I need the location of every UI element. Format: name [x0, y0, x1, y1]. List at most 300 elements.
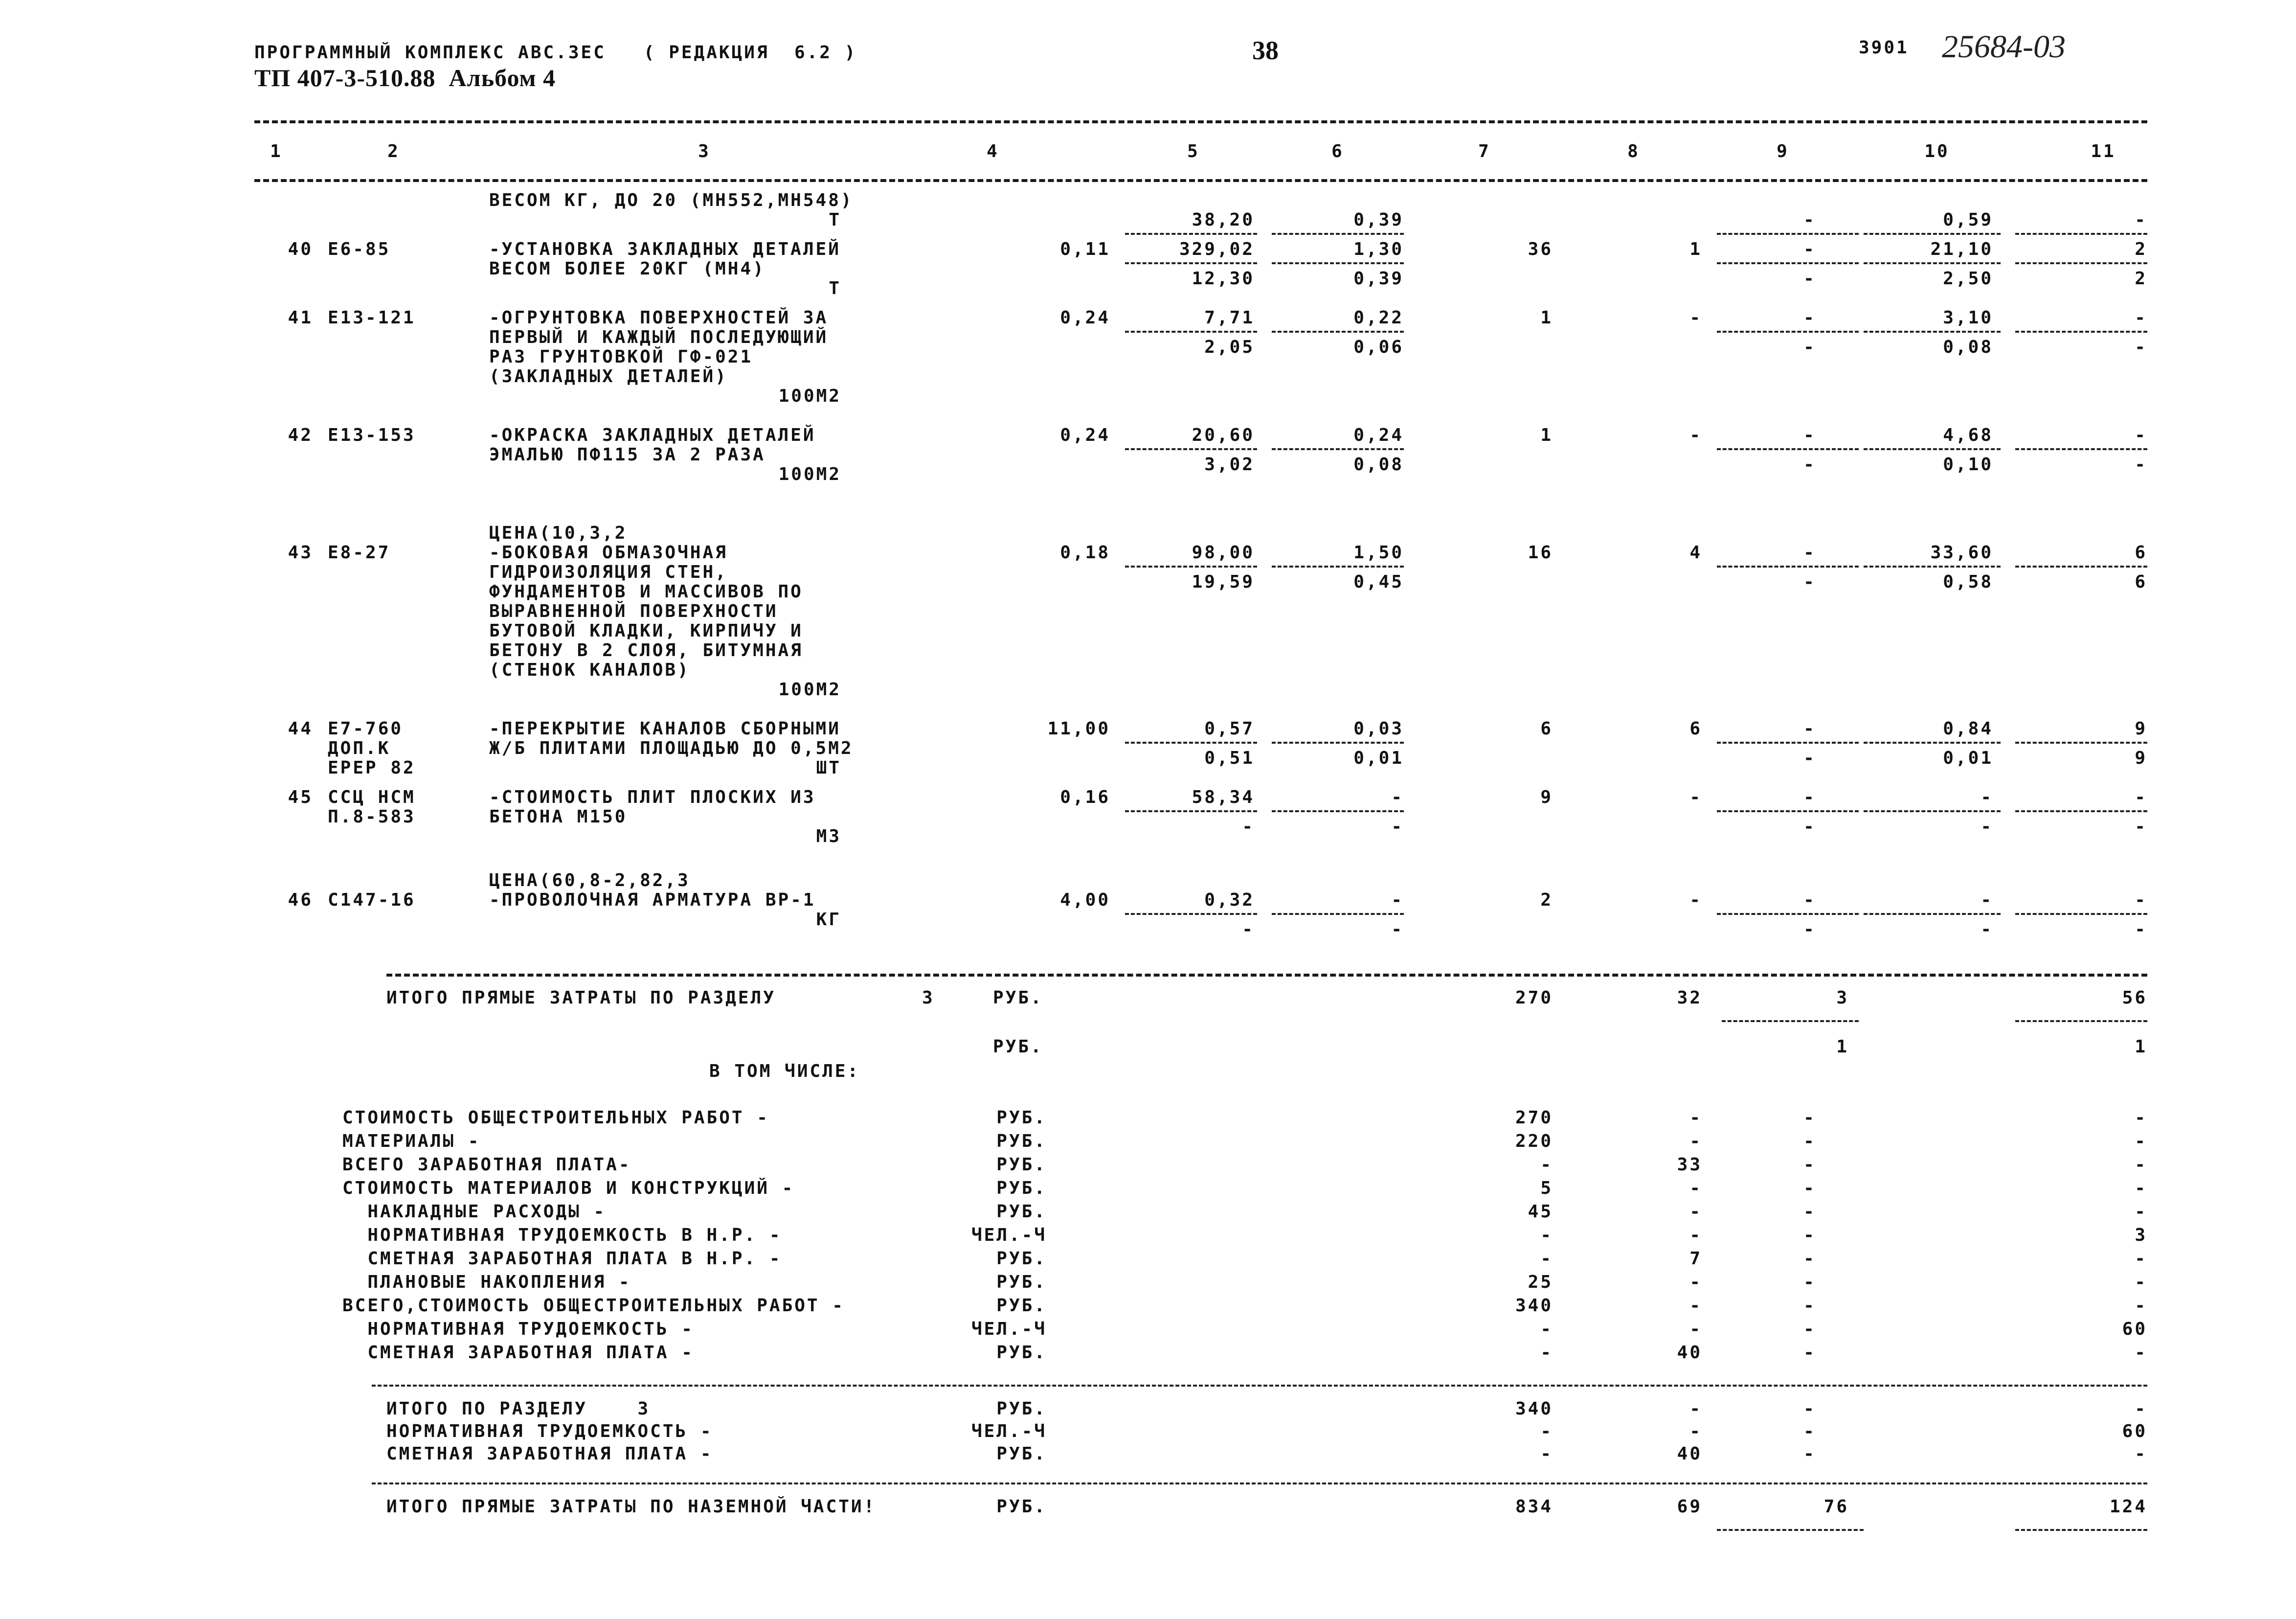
row-sub-rule [1125, 810, 1257, 812]
grand-total-col9: 76 [1823, 1497, 1849, 1517]
row-sub-rule [1717, 913, 1859, 915]
row-col8: 4 [1689, 543, 1702, 563]
breakdown-label: СМЕТНАЯ ЗАРАБОТНАЯ ПЛАТА - [342, 1343, 694, 1363]
row-desc-line: ПЕРВЫЙ И КАЖДЫЙ ПОСЛЕДУЮЩИЙ [489, 327, 829, 347]
row-desc-line: -ОГРУНТОВКА ПОВЕРХНОСТЕЙ ЗА [489, 308, 829, 328]
page-number: 38 [1252, 36, 1279, 65]
row-sub-rule [2015, 448, 2147, 450]
row-desc-line: ФУНДАМЕНТОВ И МАССИВОВ ПО [489, 582, 803, 602]
row-col9-sub: - [1803, 748, 1816, 768]
breakdown-col9: - [1803, 1296, 1816, 1316]
row-quantity: 11,00 [1047, 719, 1110, 739]
grand-total-sub-rule [1717, 1529, 1864, 1531]
row-sub-rule [1272, 742, 1404, 744]
row-col9-sub: - [1803, 572, 1816, 592]
row-unit: Т [829, 210, 841, 230]
row-sub-rule [1717, 810, 1859, 812]
row-desc-line: -БОКОВАЯ ОБМАЗОЧНАЯ [489, 543, 728, 563]
column-header-5: 5 [1187, 141, 1200, 161]
section-total-col11-sub: 1 [2135, 1037, 2147, 1057]
breakdown-unit: РУБ. [996, 1272, 1047, 1292]
breakdown-unit: РУБ. [996, 1343, 1047, 1363]
breakdown-label: МАТЕРИАЛЫ - [342, 1131, 481, 1151]
breakdown-col7: 5 [1540, 1178, 1553, 1198]
row-col6-sub: - [1391, 817, 1404, 837]
row-col10: 4,68 [1943, 425, 1993, 445]
grand-total-col11: 124 [2109, 1497, 2147, 1517]
row-col9-sub: - [1803, 269, 1816, 289]
row-code: Е8-27 [328, 543, 391, 563]
row-number: 41 [288, 308, 313, 328]
row-desc-line: -ПЕРЕКРЫТИЕ КАНАЛОВ СБОРНЫМИ [489, 719, 841, 739]
row-col11-sub: 6 [2135, 572, 2147, 592]
in-that-number: В ТОМ ЧИСЛЕ: [709, 1061, 860, 1081]
program-title: ПРОГРАММНЫЙ КОМПЛЕКС АВС.3ЕС ( РЕДАКЦИЯ 6.2 ) [254, 43, 857, 63]
section-total-section: 3 [922, 988, 935, 1008]
column-header-6: 6 [1331, 141, 1344, 161]
row-unit: ШТ [816, 758, 841, 778]
row-col6-sub: - [1391, 919, 1404, 939]
row-desc-line: БЕТОНА М150 [489, 807, 628, 827]
row-sub-rule [1717, 742, 1859, 744]
row-sub-rule [1272, 810, 1404, 812]
row-col10: 33,60 [1930, 543, 1993, 563]
row-sub-rule [1864, 331, 2001, 333]
row-col11: 6 [2135, 543, 2147, 563]
row-col8: - [1689, 890, 1702, 910]
row-col5-sub: 0,51 [1204, 748, 1255, 768]
row-quantity: 0,24 [1060, 308, 1110, 328]
breakdown-label: НАКЛАДНЫЕ РАСХОДЫ - [342, 1202, 607, 1222]
row-number: 46 [288, 890, 313, 910]
row-desc-line: -ПРОВОЛОЧНАЯ АРМАТУРА ВР-1 [489, 890, 816, 910]
breakdown-col7: - [1540, 1155, 1553, 1175]
row-sub-rule [1864, 448, 2001, 450]
summary-label: НОРМАТИВНАЯ ТРУДОЕМКОСТЬ - [386, 1421, 713, 1441]
row-col7: 36 [1528, 239, 1553, 259]
row-col5: 0,57 [1204, 719, 1255, 739]
grand-total-col8: 69 [1677, 1497, 1702, 1517]
row-col7: 1 [1540, 308, 1553, 328]
row-quantity: 0,16 [1060, 787, 1110, 807]
row-col10-sub: - [1981, 919, 1993, 939]
breakdown-col7: 45 [1528, 1202, 1553, 1222]
summary-rule [372, 1385, 2147, 1387]
breakdown-unit: ЧЕЛ.-Ч [971, 1225, 1047, 1245]
breakdown-unit: РУБ. [996, 1202, 1047, 1222]
row-col6-sub: 0,39 [1353, 269, 1404, 289]
breakdown-col8: - [1689, 1272, 1702, 1292]
section-total-col9: 3 [1836, 988, 1849, 1008]
row-col6-sub: 0,08 [1353, 455, 1404, 475]
summary-unit: РУБ. [996, 1444, 1047, 1464]
row-col11-sub: - [2135, 817, 2147, 837]
summary-col9: - [1803, 1444, 1816, 1464]
row-sub-rule [1125, 262, 1257, 264]
row-quantity: 0,24 [1060, 425, 1110, 445]
row-code: Е7-760 [328, 719, 404, 739]
row-sub-rule [1125, 742, 1257, 744]
row-col11: 2 [2135, 239, 2147, 259]
summary-col11: - [2135, 1444, 2147, 1464]
row-desc-line: РАЗ ГРУНТОВКОЙ ГФ-021 [489, 347, 753, 367]
doc-code: 25684-03 [1942, 29, 2066, 65]
summary-unit: ЧЕЛ.-Ч [971, 1421, 1047, 1441]
row-sub-rule [1717, 262, 1859, 264]
breakdown-col11: 60 [2122, 1319, 2147, 1339]
row-col8: 1 [1689, 239, 1702, 259]
row-col5: 7,71 [1204, 308, 1255, 328]
column-header-4: 4 [987, 141, 999, 161]
row-desc-line: -ОКРАСКА ЗАКЛАДНЫХ ДЕТАЛЕЙ [489, 425, 816, 445]
row-col5-sub: 19,59 [1192, 572, 1255, 592]
breakdown-col8: - [1689, 1202, 1702, 1222]
breakdown-col11: - [2135, 1272, 2147, 1292]
breakdown-col7: 25 [1528, 1272, 1553, 1292]
breakdown-col8: - [1689, 1296, 1702, 1316]
row-col9: - [1803, 239, 1816, 259]
total-sub-rule [1722, 1020, 1859, 1022]
row-sub-rule [1272, 913, 1404, 915]
row-col10: - [1981, 787, 1993, 807]
breakdown-col7: 340 [1515, 1296, 1553, 1316]
row-sub-rule [2015, 331, 2147, 333]
breakdown-col7: - [1540, 1343, 1553, 1363]
row-unit: 100М2 [778, 386, 841, 406]
row-sub-rule [1125, 448, 1257, 450]
summary-col11: - [2135, 1399, 2147, 1419]
doc-prefix: 3901 [1859, 38, 1909, 58]
breakdown-col9: - [1803, 1155, 1816, 1175]
row-code-line3: ЕРЕР 82 [328, 758, 416, 778]
breakdown-col7: - [1540, 1319, 1553, 1339]
row-col8: 6 [1689, 719, 1702, 739]
row-sub-rule [1272, 448, 1404, 450]
row-col7: 16 [1528, 543, 1553, 563]
row-sub-rule [2015, 810, 2147, 812]
breakdown-unit: РУБ. [996, 1178, 1047, 1198]
row-col7: 9 [1540, 787, 1553, 807]
breakdown-col9: - [1803, 1178, 1816, 1198]
row-desc-line: (ЗАКЛАДНЫХ ДЕТАЛЕЙ) [489, 366, 728, 387]
breakdown-unit: РУБ. [996, 1155, 1047, 1175]
row-col11: - [2135, 308, 2147, 328]
album-title: ТП 407-3-510.88 Альбом 4 [254, 64, 556, 91]
row-col11-sub: - [2135, 455, 2147, 475]
row-col6: 0,39 [1353, 210, 1404, 230]
row-unit: 100М2 [778, 680, 841, 700]
summary-col8: - [1689, 1421, 1702, 1441]
row-col5: 98,00 [1192, 543, 1255, 563]
row-desc-line: ЦЕНА(60,8-2,82,3 [489, 870, 690, 890]
summary-unit: РУБ. [996, 1399, 1047, 1419]
breakdown-label: НОРМАТИВНАЯ ТРУДОЕМКОСТЬ - [342, 1319, 694, 1339]
summary-col7: - [1540, 1421, 1553, 1441]
row-col6: - [1391, 787, 1404, 807]
column-header-7: 7 [1478, 141, 1491, 161]
row-col10: 0,59 [1943, 210, 1993, 230]
row-quantity: 4,00 [1060, 890, 1110, 910]
row-col10: - [1981, 890, 1993, 910]
column-header-8: 8 [1627, 141, 1640, 161]
column-header-2: 2 [387, 141, 400, 161]
row-col6: 1,30 [1353, 239, 1404, 259]
row-col5-sub: - [1242, 817, 1255, 837]
row-desc-line: ГИДРОИЗОЛЯЦИЯ СТЕН, [489, 562, 728, 582]
summary-label: СМЕТНАЯ ЗАРАБОТНАЯ ПЛАТА - [386, 1444, 713, 1464]
row-desc-line: -СТОИМОСТЬ ПЛИТ ПЛОСКИХ ИЗ [489, 787, 816, 807]
column-header-11: 11 [2091, 141, 2116, 161]
row-col8: - [1689, 425, 1702, 445]
total-sub-rule [2015, 1020, 2147, 1022]
breakdown-col11: - [2135, 1108, 2147, 1128]
breakdown-col7: - [1540, 1249, 1553, 1269]
row-sub-rule [1717, 448, 1859, 450]
row-sub-rule [1717, 233, 1859, 235]
row-sub-rule [1864, 262, 2001, 264]
row-sub-rule [1272, 262, 1404, 264]
row-col7: 1 [1540, 425, 1553, 445]
row-col9-sub: - [1803, 817, 1816, 837]
row-col11-sub: - [2135, 337, 2147, 357]
row-col10-sub: 2,50 [1943, 269, 1993, 289]
row-col9-sub: - [1803, 919, 1816, 939]
row-sub-rule [2015, 233, 2147, 235]
breakdown-col11: - [2135, 1296, 2147, 1316]
section-total-unit: РУБ. [993, 988, 1043, 1008]
section-total-unit-2: РУБ. [993, 1037, 1043, 1057]
row-unit: КГ [816, 910, 841, 930]
table-header-rule [254, 179, 2147, 182]
row-col5: 58,34 [1192, 787, 1255, 807]
row-col5-sub: - [1242, 919, 1255, 939]
row-quantity: 0,11 [1060, 239, 1110, 259]
row-col10-sub: 0,58 [1943, 572, 1993, 592]
section-total-label: ИТОГО ПРЯМЫЕ ЗАТРАТЫ ПО РАЗДЕЛУ [386, 988, 776, 1008]
breakdown-col11: - [2135, 1155, 2147, 1175]
row-col9-sub: - [1803, 455, 1816, 475]
row-unit: М3 [816, 826, 841, 846]
column-header-1: 1 [270, 141, 283, 161]
row-col6: 1,50 [1353, 543, 1404, 563]
grand-total-unit: РУБ. [996, 1497, 1047, 1517]
section-total-col7: 270 [1515, 988, 1553, 1008]
breakdown-col11: - [2135, 1343, 2147, 1363]
breakdown-unit: РУБ. [996, 1296, 1047, 1316]
section-total-rule [386, 974, 2147, 977]
summary-col7: - [1540, 1444, 1553, 1464]
row-col11: - [2135, 425, 2147, 445]
row-code: ССЦ НСМ [328, 787, 416, 807]
breakdown-col9: - [1803, 1108, 1816, 1128]
row-col11: 9 [2135, 719, 2147, 739]
breakdown-col9: - [1803, 1202, 1816, 1222]
row-sub-rule [2015, 262, 2147, 264]
summary-col11: 60 [2122, 1421, 2147, 1441]
row-sub-rule [1864, 742, 2001, 744]
row-sub-rule [1272, 233, 1404, 235]
section-total-col8: 32 [1677, 988, 1702, 1008]
row-col5: 329,02 [1179, 239, 1255, 259]
row-sub-rule [1125, 233, 1257, 235]
section-total-col11: 56 [2122, 988, 2147, 1008]
row-col5: 20,60 [1192, 425, 1255, 445]
breakdown-col11: - [2135, 1249, 2147, 1269]
section-total-col9-sub: 1 [1836, 1037, 1849, 1057]
row-sub-rule [1125, 913, 1257, 915]
row-code: С147-16 [328, 890, 416, 910]
row-col6: - [1391, 890, 1404, 910]
column-header-10: 10 [1924, 141, 1950, 161]
grand-total-sub-rule [2015, 1529, 2147, 1531]
row-number: 43 [288, 543, 313, 563]
row-col5: 0,32 [1204, 890, 1255, 910]
breakdown-col11: - [2135, 1178, 2147, 1198]
summary-col8: 40 [1677, 1444, 1702, 1464]
row-code: Е13-153 [328, 425, 416, 445]
breakdown-col8: - [1689, 1178, 1702, 1198]
row-desc-line: Ж/Б ПЛИТАМИ ПЛОЩАДЬЮ ДО 0,5М2 [489, 738, 854, 758]
breakdown-unit: ЧЕЛ.-Ч [971, 1319, 1047, 1339]
row-desc-line: БУТОВОЙ КЛАДКИ, КИРПИЧУ И [489, 621, 803, 641]
row-code: Е13-121 [328, 308, 416, 328]
row-col7: 6 [1540, 719, 1553, 739]
row-unit: Т [829, 278, 841, 298]
breakdown-unit: РУБ. [996, 1108, 1047, 1128]
breakdown-col8: 7 [1689, 1249, 1702, 1269]
row-desc-line: -УСТАНОВКА ЗАКЛАДНЫХ ДЕТАЛЕЙ [489, 239, 841, 259]
row-col10: 21,10 [1930, 239, 1993, 259]
row-col11-sub: 2 [2135, 269, 2147, 289]
row-col10: 3,10 [1943, 308, 1993, 328]
breakdown-label: ПЛАНОВЫЕ НАКОПЛЕНИЯ - [342, 1272, 631, 1292]
grand-total-label: ИТОГО ПРЯМЫЕ ЗАТРАТЫ ПО НАЗЕМНОЙ ЧАСТИ! [386, 1497, 877, 1517]
row-col10-sub: 0,08 [1943, 337, 1993, 357]
summary-col9: - [1803, 1421, 1816, 1441]
breakdown-col9: - [1803, 1131, 1816, 1151]
row-col9-sub: - [1803, 337, 1816, 357]
row-desc-line: ВЫРАВНЕННОЙ ПОВЕРХНОСТИ [489, 601, 778, 621]
row-code: Е6-85 [328, 239, 391, 259]
breakdown-col11: 3 [2135, 1225, 2147, 1245]
row-sub-rule [1272, 566, 1404, 568]
row-sub-rule [1125, 331, 1257, 333]
row-col11-sub: - [2135, 919, 2147, 939]
row-sub-rule [1272, 331, 1404, 333]
breakdown-label: ВСЕГО,СТОИМОСТЬ ОБЩЕСТРОИТЕЛЬНЫХ РАБОТ - [342, 1296, 845, 1316]
row-col11-sub: 9 [2135, 748, 2147, 768]
breakdown-col8: - [1689, 1225, 1702, 1245]
summary-col7: 340 [1515, 1399, 1553, 1419]
row-col9: - [1803, 543, 1816, 563]
breakdown-col9: - [1803, 1249, 1816, 1269]
row-col6: 0,22 [1353, 308, 1404, 328]
row-col9: - [1803, 719, 1816, 739]
row-desc-line: (СТЕНОК КАНАЛОВ) [489, 660, 690, 680]
row-col6-sub: 0,01 [1353, 748, 1404, 768]
breakdown-label: СТОИМОСТЬ МАТЕРИАЛОВ И КОНСТРУКЦИЙ - [342, 1178, 795, 1198]
row-sub-rule [2015, 566, 2147, 568]
row-desc-line: ВЕСОМ КГ, ДО 20 (МН552,МН548) [489, 190, 854, 210]
breakdown-col11: - [2135, 1202, 2147, 1222]
breakdown-label: ВСЕГО ЗАРАБОТНАЯ ПЛАТА- [342, 1155, 631, 1175]
breakdown-col11: - [2135, 1131, 2147, 1151]
column-header-9: 9 [1777, 141, 1789, 161]
row-col9: - [1803, 890, 1816, 910]
row-desc-line: БЕТОНУ В 2 СЛОЯ, БИТУМНАЯ [489, 640, 803, 661]
row-col8: - [1689, 308, 1702, 328]
row-col9: - [1803, 425, 1816, 445]
row-desc-line: ЦЕНА(10,3,2 [489, 523, 628, 543]
row-col8: - [1689, 787, 1702, 807]
column-header-3: 3 [698, 141, 711, 161]
row-col10-sub: 0,10 [1943, 455, 1993, 475]
row-col6-sub: 0,06 [1353, 337, 1404, 357]
row-number: 40 [288, 239, 313, 259]
breakdown-col7: 270 [1515, 1108, 1553, 1128]
row-col5: 38,20 [1192, 210, 1255, 230]
breakdown-unit: РУБ. [996, 1249, 1047, 1269]
row-col11: - [2135, 890, 2147, 910]
breakdown-col7: - [1540, 1225, 1553, 1245]
row-col10: 0,84 [1943, 719, 1993, 739]
row-sub-rule [1717, 331, 1859, 333]
row-col5-sub: 3,02 [1204, 455, 1255, 475]
breakdown-col8: 40 [1677, 1343, 1702, 1363]
grand-total-rule [372, 1482, 2147, 1484]
row-col6: 0,24 [1353, 425, 1404, 445]
row-sub-rule [1864, 233, 2001, 235]
summary-label: ИТОГО ПО РАЗДЕЛУ 3 [386, 1399, 651, 1419]
summary-col8: - [1689, 1399, 1702, 1419]
grand-total-col7: 834 [1515, 1497, 1553, 1517]
row-col10-sub: - [1981, 817, 1993, 837]
row-col7: 2 [1540, 890, 1553, 910]
row-sub-rule [1125, 566, 1257, 568]
breakdown-col9: - [1803, 1225, 1816, 1245]
row-col5-sub: 2,05 [1204, 337, 1255, 357]
row-unit: 100М2 [778, 464, 841, 484]
breakdown-label: НОРМАТИВНАЯ ТРУДОЕМКОСТЬ В Н.Р. - [342, 1225, 782, 1245]
row-sub-rule [1864, 913, 2001, 915]
row-code-line2: П.8-583 [328, 807, 416, 827]
row-number: 45 [288, 787, 313, 807]
row-quantity: 0,18 [1060, 543, 1110, 563]
row-col6: 0,03 [1353, 719, 1404, 739]
breakdown-col8: - [1689, 1131, 1702, 1151]
row-sub-rule [2015, 913, 2147, 915]
breakdown-label: СТОИМОСТЬ ОБЩЕСТРОИТЕЛЬНЫХ РАБОТ - [342, 1108, 769, 1128]
breakdown-col8: - [1689, 1108, 1702, 1128]
row-sub-rule [1717, 566, 1859, 568]
breakdown-col9: - [1803, 1343, 1816, 1363]
breakdown-label: СМЕТНАЯ ЗАРАБОТНАЯ ПЛАТА В Н.Р. - [342, 1249, 782, 1269]
row-desc-line: ЭМАЛЬЮ ПФ115 ЗА 2 РАЗА [489, 445, 765, 465]
breakdown-col8: 33 [1677, 1155, 1702, 1175]
breakdown-col9: - [1803, 1319, 1816, 1339]
table-top-rule [254, 120, 2147, 123]
row-col9: - [1803, 787, 1816, 807]
breakdown-col7: 220 [1515, 1131, 1553, 1151]
row-col9: - [1803, 308, 1816, 328]
row-sub-rule [2015, 742, 2147, 744]
row-col11: - [2135, 210, 2147, 230]
row-col6-sub: 0,45 [1353, 572, 1404, 592]
breakdown-col8: - [1689, 1319, 1702, 1339]
row-number: 42 [288, 425, 313, 445]
row-col11: - [2135, 787, 2147, 807]
row-number: 44 [288, 719, 313, 739]
